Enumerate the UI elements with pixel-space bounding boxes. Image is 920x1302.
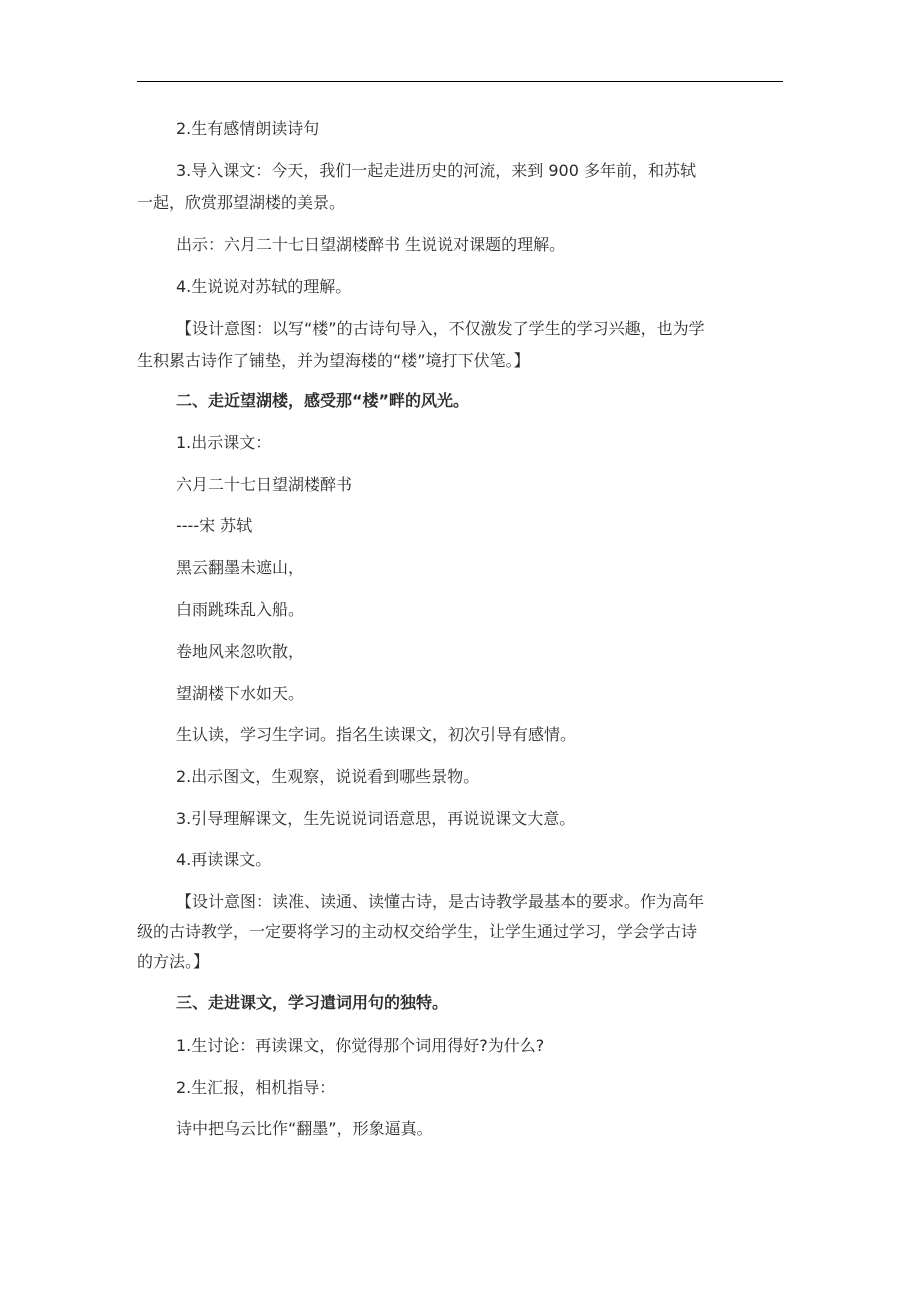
poem-line: 卷地风来忽吹散， xyxy=(176,642,305,661)
paragraph: 2.生有感情朗读诗句 xyxy=(176,119,320,138)
paragraph: 1.生讨论：再读课文，你觉得那个词用得好?为什么? xyxy=(176,1036,545,1055)
poem-author: ----宋 苏轼 xyxy=(176,516,253,535)
design-note: 【设计意图：读准、读通、读懂古诗，是古诗教学最基本的要求。作为高年 xyxy=(176,892,705,911)
header-rule xyxy=(137,81,783,82)
section-heading: 三、走进课文，学习遣词用句的独特。 xyxy=(176,993,449,1012)
paragraph-continuation: 一起，欣赏那望湖楼的美景。 xyxy=(137,193,346,212)
paragraph: 诗中把乌云比作“翻墨”，形象逼真。 xyxy=(176,1119,433,1138)
poem-line: 白雨跳珠乱入船。 xyxy=(176,600,305,619)
poem-title: 六月二十七日望湖楼醉书 xyxy=(176,475,353,494)
paragraph: 3.引导理解课文，生先说说词语意思，再说说课文大意。 xyxy=(176,809,576,828)
paragraph: 1.出示课文： xyxy=(176,433,272,452)
paragraph: 4.生说说对苏轼的理解。 xyxy=(176,277,352,296)
section-heading: 二、走近望湖楼，感受那“楼”畔的风光。 xyxy=(176,391,470,410)
design-note: 【设计意图：以写“楼”的古诗句导入，不仅激发了学生的学习兴趣，也为学 xyxy=(176,319,705,338)
paragraph: 2.出示图文，生观察，说说看到哪些景物。 xyxy=(176,767,480,786)
poem-line: 黑云翻墨未遮山， xyxy=(176,558,305,577)
paragraph: 出示：六月二十七日望湖楼醉书 生说说对课题的理解。 xyxy=(176,235,566,254)
paragraph: 生认读，学习生字词。指名生读课文，初次引导有感情。 xyxy=(176,725,577,744)
paragraph: 3.导入课文：今天，我们一起走进历史的河流，来到 900 多年前，和苏轼 xyxy=(176,161,696,180)
design-note-continuation: 级的古诗教学，一定要将学习的主动权交给学生，让学生通过学习，学会学古诗 xyxy=(137,922,698,941)
design-note-continuation: 生积累古诗作了铺垫，并为望海楼的“楼”境打下伏笔。】 xyxy=(137,351,530,370)
paragraph: 4.再读课文。 xyxy=(176,850,272,869)
poem-line: 望湖楼下水如天。 xyxy=(176,684,305,703)
paragraph: 2.生汇报，相机指导： xyxy=(176,1078,336,1097)
design-note-continuation: 的方法。】 xyxy=(137,952,210,971)
